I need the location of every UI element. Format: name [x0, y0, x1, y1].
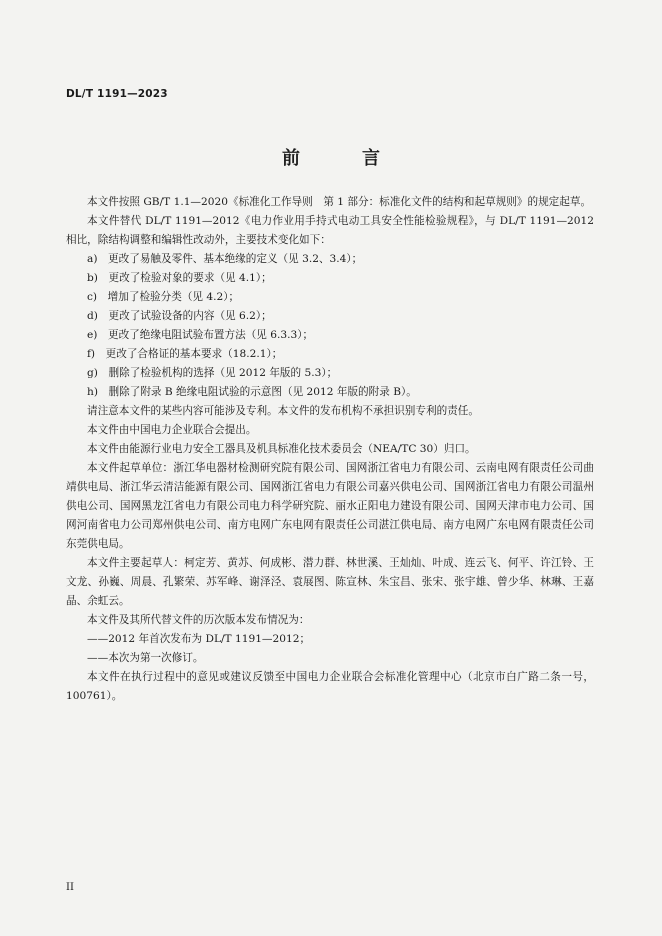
list-item: f) 更改了合格证的基本要求（18.2.1）； [87, 348, 283, 360]
paragraph-proposer: 本文件由中国电力企业联合会提出。 [87, 424, 257, 436]
document-code: DL/T 1191—2023 [66, 88, 168, 100]
list-item: g) 删除了检验机构的选择（见 2012 年版的 5.3）； [87, 367, 338, 379]
paragraph-patent-note: 请注意本文件的某些内容可能涉及专利。本文件的发布机构不承担识别专利的责任。 [87, 405, 479, 417]
list-item: ——2012 年首次发布为 DL/T 1191—2012； [87, 633, 311, 645]
history-list [66, 630, 594, 668]
list-item: h) 删除了附录 B 绝缘电阻试验的示意图（见 2012 年版的附录 B）。 [87, 386, 417, 398]
paragraph-drafters: 本文件主要起草人：柯定芳、黄苏、何成彬、潜力群、林世溪、王灿灿、叶成、连云飞、何平、许江铃、王文龙、孙巍、周晨、孔繁荣、苏军峰、谢泽泾、袁展图、陈宣林、朱宝昌、张宋、张宇雄、曾少华、林琳、王嘉晶、余虹云。 [66, 557, 594, 607]
page-number: II [66, 882, 74, 893]
list-item: d) 更改了试验设备的内容（见 6.2）； [87, 310, 272, 322]
paragraph-feedback: 本文件在执行过程中的意见或建议反馈至中国电力企业联合会标准化管理中心（北京市白广路二条一号，100761）。 [66, 671, 594, 702]
foreword-body [66, 193, 594, 706]
list-item: a) 更改了易触及零件、基本绝缘的定义（见 3.2、3.4）； [87, 253, 363, 265]
paragraph-committee: 本文件由能源行业电力安全工器具及机具标准化技术委员会（NEA/TC 30）归口。 [87, 443, 476, 455]
paragraph-drafting-units: 本文件起草单位：浙江华电器材检测研究院有限公司、国网浙江省电力有限公司、云南电网有限责任公司曲靖供电局、浙江华云清洁能源有限公司、国网浙江省电力有限公司嘉兴供电公司、国网浙江省电力有限公司温州供电公司、国网黑龙江省电力有限公司电力科学研究院、丽水正阳电力建设有限公司、国网天津市电力公司、国网河南省电力公司郑州供电公司、南方电网广东电网有限责任公司湛江供电局、南方电网广东电网有限责任公司东莞供电局。 [66, 462, 594, 550]
list-item: b) 更改了检验对象的要求（见 4.1）； [87, 272, 272, 284]
paragraph-replacement: 本文件替代 DL/T 1191—2012《电力作业用手持式电动工具安全性能检验规程》，与 DL/T 1191—2012 相比，除结构调整和编辑性改动外，主要技术变化如下： [66, 215, 594, 246]
list-item: ——本次为第一次修订。 [87, 652, 204, 664]
list-item: c) 增加了检验分类（见 4.2）； [87, 291, 240, 303]
paragraph-history-intro: 本文件及其所代替文件的历次版本发布情况为： [87, 614, 310, 626]
page-title: 前 言 [282, 148, 402, 169]
list-item: e) 更改了绝缘电阻试验布置方法（见 6.3.3）； [87, 329, 314, 341]
paragraph-drafting-rule: 本文件按照 GB/T 1.1—2020《标准化工作导则 第 1 部分：标准化文件的结构和起草规则》的规定起草。 [87, 196, 592, 208]
changes-list [66, 250, 594, 402]
